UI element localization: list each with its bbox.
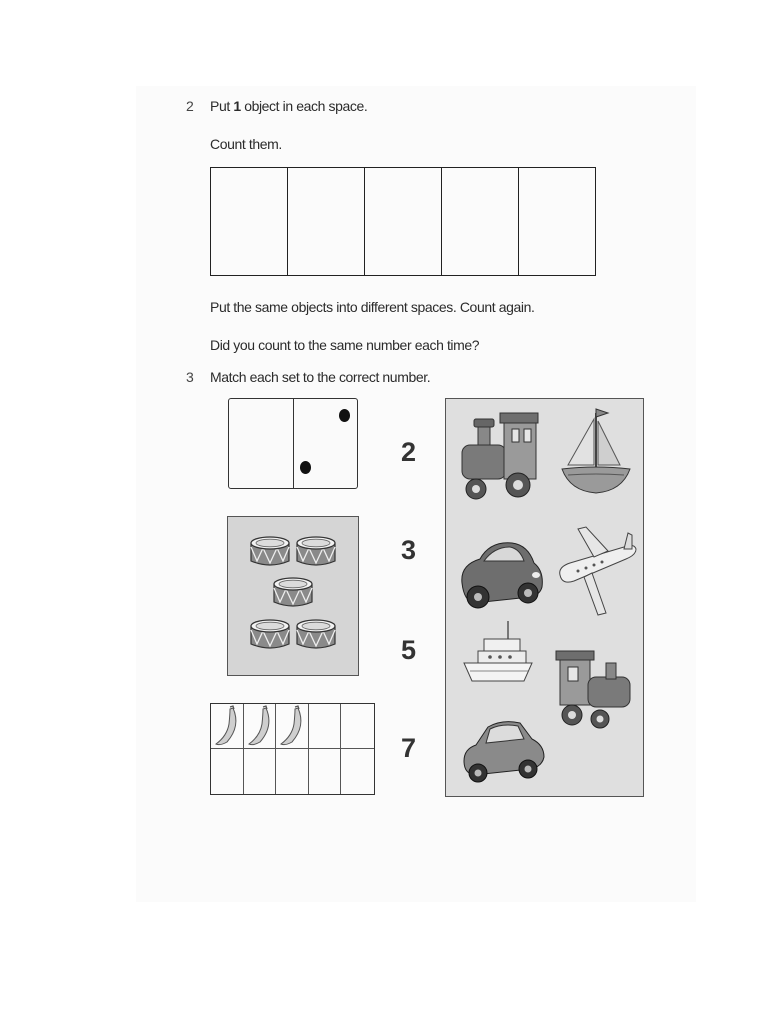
- toys-set[interactable]: [445, 398, 644, 797]
- question-3-number: 3: [186, 369, 194, 385]
- banana-icon: [276, 704, 308, 748]
- space-cell[interactable]: [365, 168, 442, 275]
- frame-cell: [309, 704, 342, 749]
- train-icon: [458, 409, 540, 507]
- airplane-icon: [554, 523, 638, 619]
- domino-dot: [300, 461, 311, 474]
- number-option-3[interactable]: 3: [401, 535, 417, 565]
- number-option-5[interactable]: 5: [401, 635, 417, 665]
- train-icon: [554, 649, 638, 735]
- frame-cell: [309, 749, 342, 794]
- frame-cell: [244, 704, 277, 749]
- question-2-line-4: Did you count to the same number each time?: [210, 337, 480, 353]
- space-cell[interactable]: [211, 168, 288, 275]
- question-2-line-2: Count them.: [210, 136, 282, 152]
- q2-number-bold: 1: [233, 98, 241, 114]
- car-icon: [458, 715, 548, 789]
- domino-left-half: [229, 399, 294, 488]
- domino-right-half: [294, 399, 358, 488]
- sailboat-icon: [554, 403, 636, 501]
- question-2-line-3: Put the same objects into different spaces. Count again.: [210, 299, 535, 315]
- drum-icon: [297, 620, 335, 648]
- drum-icon: [297, 537, 335, 565]
- frame-cell: [276, 704, 309, 749]
- frame-cell: [341, 749, 374, 794]
- car-icon: [454, 531, 546, 615]
- drum-icon: [251, 620, 289, 648]
- drum-set[interactable]: [227, 516, 359, 676]
- domino-dot: [339, 409, 350, 422]
- frame-cell: [211, 704, 244, 749]
- frame-cell: [341, 704, 374, 749]
- number-option-2[interactable]: 2: [401, 437, 417, 467]
- space-cell[interactable]: [442, 168, 519, 275]
- q2-text-post: object in each space.: [240, 98, 368, 114]
- question-2-number: 2: [186, 98, 194, 114]
- banana-icon: [244, 704, 276, 748]
- number-option-7[interactable]: 7: [401, 733, 417, 763]
- drum-icon: [274, 578, 312, 606]
- space-cell[interactable]: [519, 168, 595, 275]
- question-2-line-1: [210, 98, 367, 114]
- frame-cell: [244, 749, 277, 794]
- ship-icon: [460, 617, 536, 689]
- drums-illustration: [228, 517, 358, 675]
- five-space-table: [210, 167, 596, 276]
- frame-cell: [276, 749, 309, 794]
- banana-icon: [211, 704, 243, 748]
- question-3-instruction: Match each set to the correct number.: [210, 369, 431, 385]
- q2-text-pre: Put: [210, 98, 234, 114]
- ten-frame-set[interactable]: [210, 703, 375, 795]
- domino-set[interactable]: [228, 398, 358, 489]
- space-cell[interactable]: [288, 168, 365, 275]
- frame-cell: [211, 749, 244, 794]
- drum-icon: [251, 537, 289, 565]
